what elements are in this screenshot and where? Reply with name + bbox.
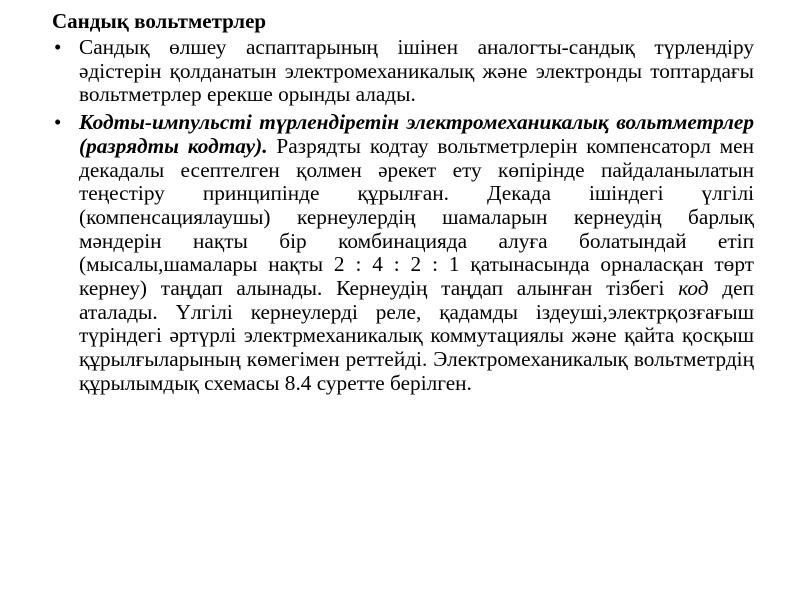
bullet-2-emphasis: Кодты-импульсті түрлендіретін электромеханикалық вольтметрлер (разрядты кодтау). <box>79 110 754 158</box>
bullet-item-2 <box>48 111 754 395</box>
slide-heading: Сандық вольтметрлер <box>52 9 267 33</box>
bullet-item-1 <box>48 36 754 107</box>
slide-content <box>48 9 754 400</box>
bullet-list <box>48 36 754 396</box>
bullet-2-text-part1: Разрядты кодтау вольтметрлерін компенсаторл мен декадалы есептелген қолмен әрекет ету көпірінде пайдаланылатын теңестіру принципінде құрылған. Декада ішіндегі үлгілі (компенсациялаушы) кернеулердің шамаларын кернеудің барлық мәндерін нақты бір комбинацияда алуға болатындай етіп (мысалы,шамалары нақты 2 : 4 : 2 : 1 қатынасында орналасқан төрт кернеу) таңдап алынады. Кернеудің таңдап алынған тізбегі <box>79 133 754 301</box>
bullet-icon: • <box>54 110 62 135</box>
bullet-2-italic-term: код <box>678 276 709 301</box>
bullet-2-text-part2: деп аталады. Үлгілі кернеулерді реле, қадамды іздеуші,электрқозғағыш түріндегі әртүрлі электрмеханикалық коммутациялы және қайта қосқыш құрылғыларының көмегімен реттейді. Электромеханикалық вольтметрдің құрылымдық схемасы 8.4 суретте берілген. <box>79 276 754 395</box>
bullet-1-text: Сандық өлшеу аспаптарының ішінен аналогты-сандық түрлендіру әдістерін қолданатын электромеханикалық және электронды топтардағы вольтметрлер ерекше орынды алады. <box>79 35 754 107</box>
bullet-icon: • <box>54 35 62 59</box>
